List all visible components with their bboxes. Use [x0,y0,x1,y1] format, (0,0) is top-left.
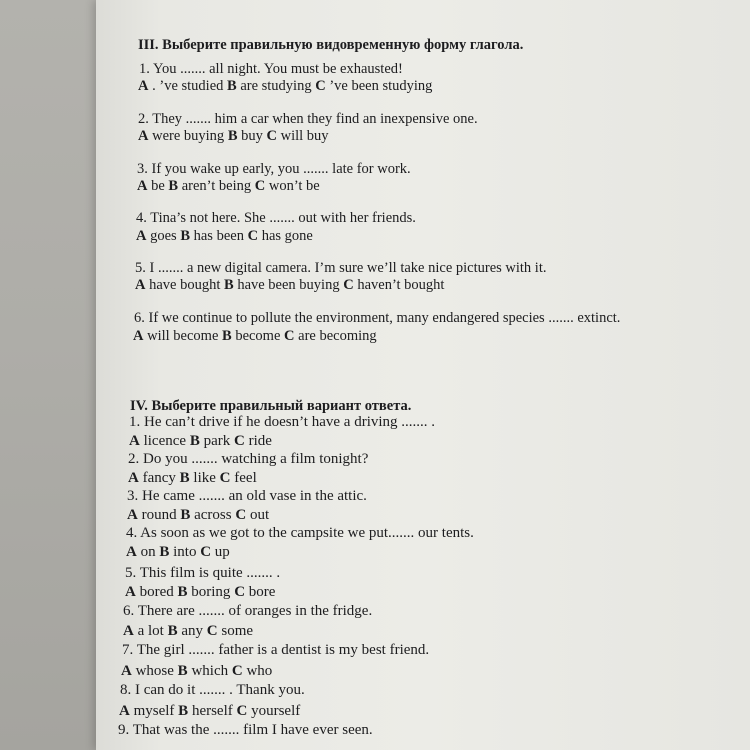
s4-q7-options: A whose B which C who [121,663,273,679]
s3-q4-options: A goes B has been C has gone [136,228,313,244]
s4-q2-question: 2. Do you ....... watching a film tonight? [128,451,369,467]
s3-q2-options: A were buying B buy C will buy [138,128,329,144]
s4-q5-options: A bored B boring C bore [125,584,276,600]
s3-q6-options: A will become B become C are becoming [133,328,377,344]
s4-q6-question: 6. There are ....... of oranges in the fridge. [123,603,373,619]
s3-q5-question: 5. I ....... a new digital camera. I’m sure we’ll take nice pictures with it. [135,260,547,276]
section-4-heading: IV. Выберите правильный вариант ответа. [130,398,412,414]
s4-q4-question: 4. As soon as we got to the campsite we put....... our tents. [126,525,474,541]
s4-q8-question: 8. I can do it ....... . Thank you. [120,682,305,698]
s4-q1-options: A licence B park C ride [129,433,272,449]
s3-q1-question: 1. You ....... all night. You must be exhausted! [139,61,403,77]
s3-q3-options: A be B aren’t being C won’t be [137,178,320,194]
section-3-heading: III. Выберите правильную видовременную форму глагола. [138,37,524,53]
s4-q8-options: A myself B herself C yourself [119,703,301,719]
s4-q3-question: 3. He came ....... an old vase in the attic. [127,488,367,504]
s4-q6-options: A a lot B any C some [123,623,254,639]
s4-q5-question: 5. This film is quite ....... . [125,565,281,581]
s3-q3-question: 3. If you wake up early, you ....... late for work. [137,161,411,177]
s4-q1-question: 1. He can’t drive if he doesn’t have a driving ....... . [129,414,436,430]
s4-q3-options: A round B across C out [127,507,270,523]
s4-q9-question: 9. That was the ....... film I have ever seen. [118,722,373,738]
s3-q4-question: 4. Tina’s not here. She ....... out with her friends. [136,210,416,226]
s3-q2-question: 2. They ....... him a car when they find an inexpensive one. [138,111,478,127]
s4-q4-options: A on B into C up [126,544,230,560]
s3-q6-question: 6. If we continue to pollute the environment, many endangered species ....... extinct. [134,310,621,326]
s3-q1-options: A . ’ve studied B are studying C ’ve been studying [138,78,433,94]
s3-q5-options: A have bought B have been buying C haven’t bought [135,277,445,293]
s4-q7-question: 7. The girl ....... father is a dentist is my best friend. [122,642,430,658]
s4-q2-options: A fancy B like C feel [128,470,257,486]
